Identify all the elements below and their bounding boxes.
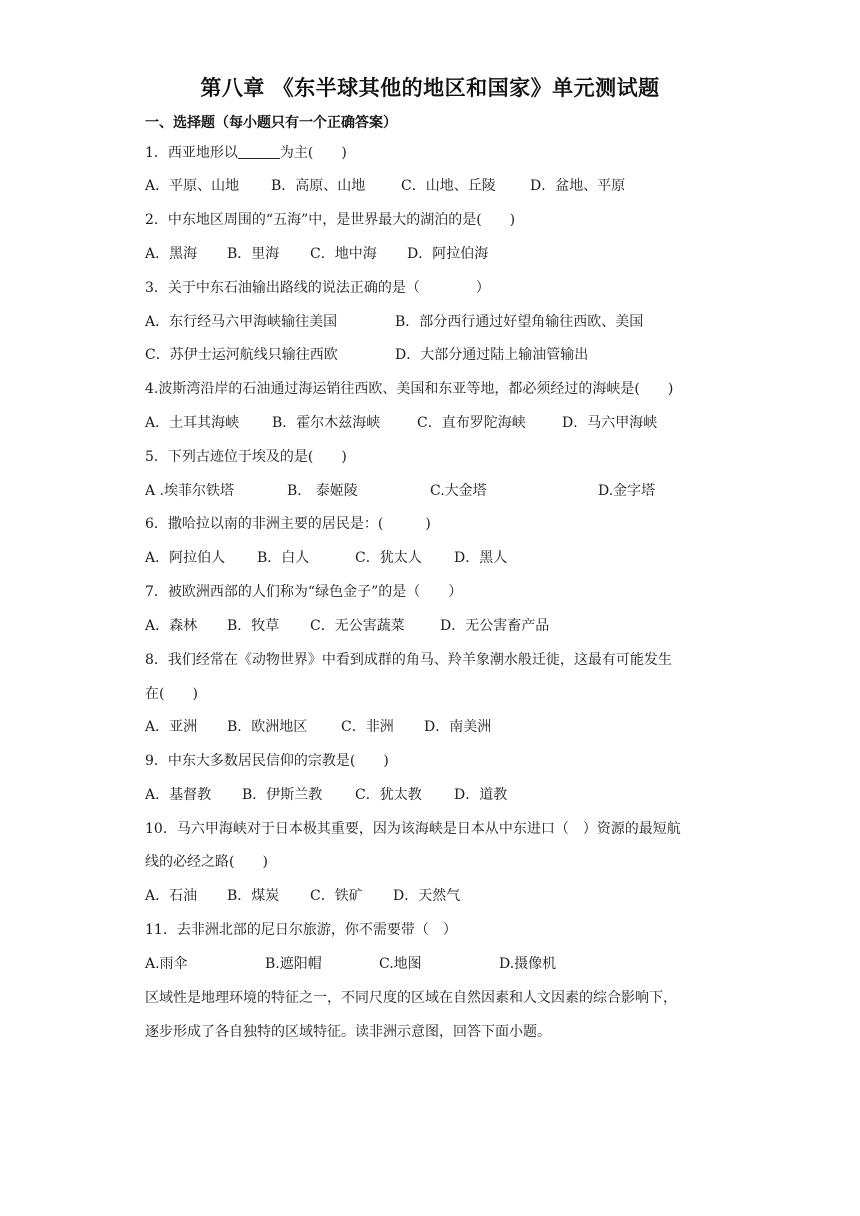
question-11-stem: 11．去非洲北部的尼日尔旅游，你不需要带（ ） [145, 922, 457, 938]
question-10-stem: 10．马六甲海峡对于日本极其重要，因为该海峡是日本从中东进口（ ）资源的最短航 [145, 821, 681, 837]
option-a: A．土耳其海峡 [145, 415, 240, 431]
question-3-stem: 3．关于中东石油输出路线的说法正确的是（ ） [145, 280, 490, 296]
answer-blank [238, 145, 280, 159]
option-d: D．盆地、平原 [530, 178, 626, 194]
option-d: D．马六甲海峡 [562, 415, 658, 431]
option-a: A．黑海 [145, 246, 198, 262]
option-b: B．白人 [257, 550, 310, 566]
option-c: C.大金塔 [430, 483, 487, 499]
page-title: 第八章 《东半球其他的地区和国家》单元测试题 [200, 76, 660, 100]
option-c: C．山地、丘陵 [401, 178, 496, 194]
option-a: A．基督教 [145, 787, 212, 803]
intro-paragraph-line-2: 逐步形成了各自独特的区域特征。读非洲示意图，回答下面小题。 [145, 1024, 551, 1040]
option-b: B．部分西行通过好望角输往西欧、美国 [395, 314, 644, 330]
option-b: B.遮阳帽 [265, 956, 322, 972]
option-a: A．森林 [145, 618, 198, 634]
question-7-stem: 7．被欧洲西部的人们称为“绿色金子”的是（ ） [145, 584, 463, 600]
option-d: D.摄像机 [499, 956, 557, 972]
option-a: A．阿拉伯人 [145, 550, 226, 566]
option-c: C．犹太教 [355, 787, 422, 803]
question-5-stem: 5．下列古迹位于埃及的是( ) [145, 449, 347, 465]
section-heading: 一、选择题（每小题只有一个正确答案） [145, 115, 397, 131]
question-4-stem: 4.波斯湾沿岸的石油通过海运销往西欧、美国和东亚等地，都必须经过的海峡是( ) [145, 381, 674, 397]
option-d: D．天然气 [393, 888, 461, 904]
option-c: C．犹太人 [355, 550, 422, 566]
option-a: A．东行经马六甲海峡输往美国 [145, 314, 338, 330]
option-c: C．铁矿 [310, 888, 363, 904]
option-d: D．黑人 [454, 550, 508, 566]
option-c: C．地中海 [310, 246, 377, 262]
option-b: B．牧草 [227, 618, 280, 634]
option-b: B．高原、山地 [271, 178, 366, 194]
option-a: A .埃菲尔铁塔 [145, 483, 235, 499]
option-b: B．欧洲地区 [227, 719, 308, 735]
question-1-stem-before: 1．西亚地形以 [145, 145, 238, 161]
option-a: A．石油 [145, 888, 198, 904]
option-b: B． 泰姬陵 [287, 483, 358, 499]
option-a: A．亚洲 [145, 719, 198, 735]
option-a: A．平原、山地 [145, 178, 240, 194]
option-b: B．伊斯兰教 [242, 787, 323, 803]
option-c: C．直布罗陀海峡 [417, 415, 526, 431]
intro-paragraph-line-1: 区域性是地理环境的特征之一，不同尺度的区域在自然因素和人文因素的综合影响下， [145, 990, 677, 1006]
option-c: C．非洲 [341, 719, 394, 735]
option-d: D．无公害畜产品 [440, 618, 550, 634]
option-d: D．南美洲 [424, 719, 492, 735]
question-8-stem-cont: 在( ) [145, 686, 198, 702]
question-6-stem: 6．撒哈拉以南的非洲主要的居民是：( ) [145, 516, 431, 532]
option-c: C．苏伊士运河航线只输往西欧 [145, 347, 338, 363]
option-b: B．里海 [227, 246, 280, 262]
option-b: B．霍尔木兹海峡 [272, 415, 381, 431]
question-10-stem-cont: 线的必经之路( ) [145, 854, 268, 870]
question-1-stem-after: 为主( ) [279, 145, 347, 161]
option-c: C．无公害蔬菜 [310, 618, 405, 634]
question-2-stem: 2．中东地区周围的“五海”中，是世界最大的湖泊的是( ) [145, 212, 516, 228]
option-d: D.金字塔 [598, 483, 656, 499]
option-d: D．阿拉伯海 [407, 246, 489, 262]
question-9-stem: 9．中东大多数居民信仰的宗教是( ) [145, 753, 389, 769]
option-d: D．道教 [454, 787, 508, 803]
question-1-stem [145, 142, 347, 162]
option-d: D．大部分通过陆上输油管输出 [395, 347, 589, 363]
option-c: C.地图 [379, 956, 422, 972]
question-8-stem: 8．我们经常在《动物世界》中看到成群的角马、羚羊象潮水般迁徙，这最有可能发生 [145, 652, 672, 668]
option-b: B．煤炭 [227, 888, 280, 904]
option-a: A.雨伞 [145, 956, 188, 972]
